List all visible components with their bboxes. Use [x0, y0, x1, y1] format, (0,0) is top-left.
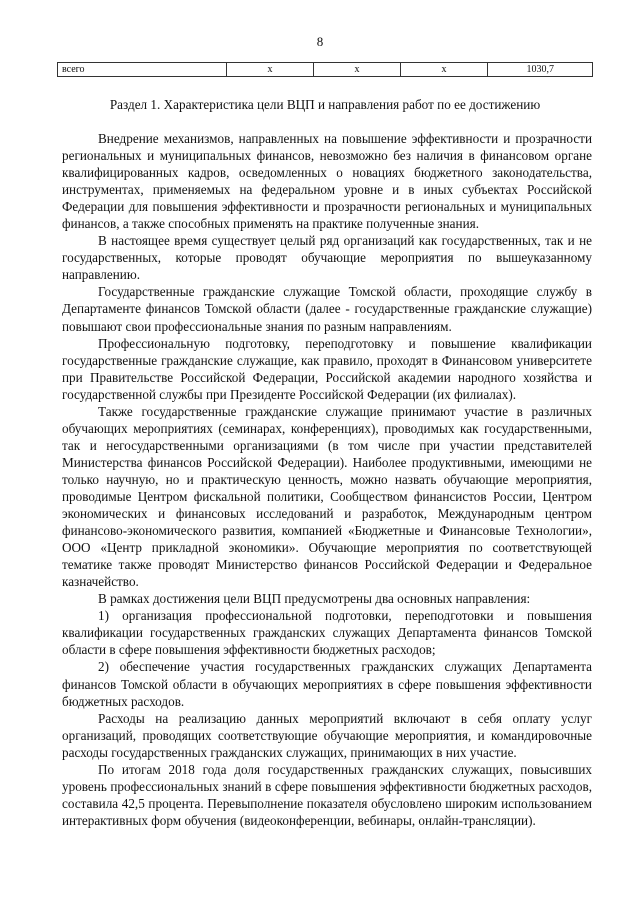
table-cell-total: 1030,7: [488, 63, 593, 77]
page-number: 8: [316, 34, 324, 49]
paragraph: Профессиональную подготовку, переподготовку и повышение квалификации государственные гражданские служащие, как правило, проходят в Финансовом университете при Правительстве Российской Федерации, Российской академии народного хозяйства и государственной службы при Президенте Российской Федерации (их филиалах).: [62, 335, 592, 402]
paragraph: В настоящее время существует целый ряд организаций как государственных, так и не государственных, которые проводят обучающие мероприятия по вышеуказанному направлению.: [62, 233, 592, 283]
body-text: [62, 130, 592, 829]
paragraph: В рамках достижения цели ВЦП предусмотрены два основных направления:: [98, 591, 531, 607]
paragraph: Также государственные гражданские служащие принимают участие в различных обучающих мероприятиях (семинарах, конференциях), проводимых как государственными, так и негосударственными организациями (в том числе при участии представителей Министерства финансов Российской Федерации). Наиболее продуктивными, имеющими не только научную, но и практическую ценность, можно назвать обучающие мероприятия, проводимые Центром фискальной политики, Сообществом финансистов России, Центром экономических и финансовых исследований и разработок, Международным центром финансово-экономического развития, компанией «Бюджетные и Финансовые Технологии», ООО «Центр прикладной экономики». Обучающие мероприятия по соответствующей тематике также проводят Министерство финансов Российской Федерации и Федеральное казначейство.: [62, 403, 592, 590]
paragraph: Внедрение механизмов, направленных на повышение эффективности и прозрачности региональных и муниципальных финансов, невозможно без наличия в финансовом органе квалифицированных кадров, осведомленных о новациях бюджетного законодательства, инструментах, применяемых на федеральном уровне и в иных субъектах Российской Федерации для повышения эффективности и прозрачности региональных и муниципальных финансов, а также способных применять на практике полученные знания.: [62, 131, 592, 232]
table-cell-label: всего: [58, 63, 227, 77]
table-cell-col1: x: [227, 63, 314, 77]
paragraph: 1) организация профессиональной подготовки, переподготовки и повышения квалификации государственных гражданских служащих Департамента финансов Томской области в сфере повышения эффективности бюджетных расходов;: [62, 608, 592, 658]
summary-table: [57, 62, 593, 77]
table-cell-col3: x: [401, 63, 488, 77]
paragraph: 2) обеспечение участия государственных гражданских служащих Департамента финансов Томской области в обучающих мероприятиях в сфере повышения эффективности бюджетных расходов.: [62, 659, 592, 709]
paragraph: Государственные гражданские служащие Томской области, проходящие службу в Департаменте финансов Томской области (далее - государственные гражданские служащие) повышают свои профессиональные знания по разным направлениям.: [62, 284, 592, 334]
table-row: [58, 63, 593, 77]
table-cell-col2: x: [314, 63, 401, 77]
paragraph: Расходы на реализацию данных мероприятий включают в себя оплату услуг организаций, проводящих соответствующие обучающие мероприятия, и командировочные расходы государственных гражданских служащих, принимающих в них участие.: [62, 710, 592, 760]
paragraph: По итогам 2018 года доля государственных гражданских служащих, повысивших уровень профессиональных знаний в сфере повышения эффективности бюджетных расходов, составила 42,5 процента. Перевыполнение показателя обусловлено широким использованием интерактивных форм обучения (видеоконференции, вебинары, онлайн-трансляции).: [62, 761, 592, 828]
section-title: Раздел 1. Характеристика цели ВЦП и направления работ по ее достижению: [109, 97, 541, 112]
